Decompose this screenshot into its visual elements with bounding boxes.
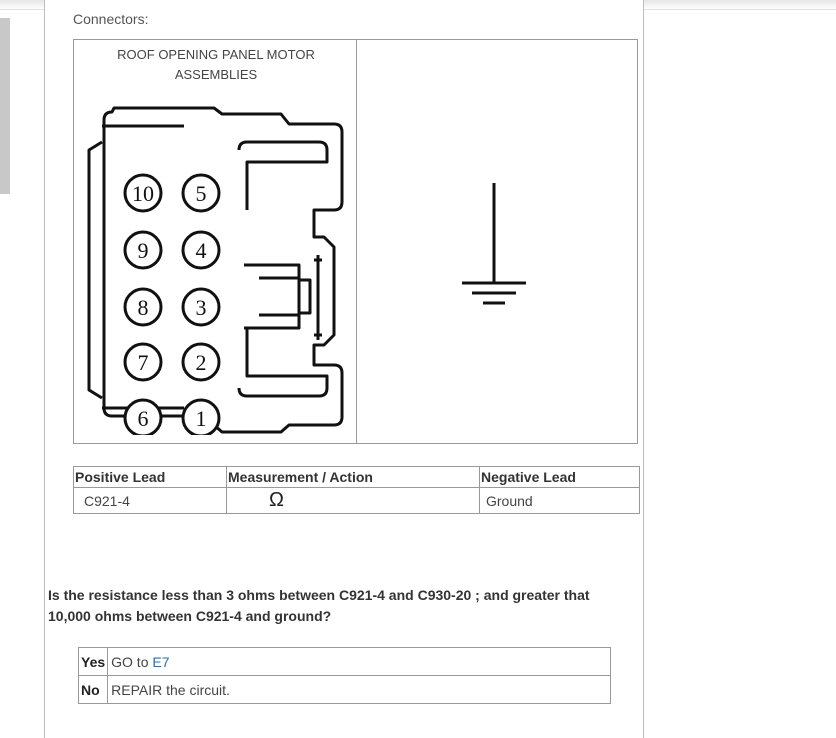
scrollbar-thumb[interactable] — [0, 18, 10, 194]
ohm-symbol: Ω — [227, 488, 480, 514]
pin-7-label: 7 — [137, 350, 149, 375]
no-key: No — [79, 676, 108, 704]
connectors-label: Connectors: — [73, 11, 149, 27]
connector-divider — [356, 40, 357, 443]
connector-face-diagram — [84, 100, 344, 435]
pin-4-label: 4 — [195, 238, 207, 263]
positive-lead-header: Positive Lead — [74, 467, 227, 488]
connector-housing-outline — [104, 108, 342, 432]
pin-9-label: 9 — [137, 238, 149, 263]
yes-action — [108, 648, 611, 676]
yes-key: Yes — [79, 648, 108, 676]
measurement-row — [74, 488, 640, 514]
connector-title-line2: ASSEMBLIES — [174, 67, 258, 82]
negative-lead-value: Ground — [480, 488, 640, 514]
connector-lock-inner — [259, 278, 310, 315]
no-action-text: REPAIR the circuit. — [108, 676, 611, 704]
pin-1-label: 1 — [195, 406, 207, 431]
negative-lead-header: Negative Lead — [480, 467, 640, 488]
pin-5-label: 5 — [195, 181, 207, 206]
answer-row-no — [79, 676, 611, 704]
connector-title — [104, 45, 328, 85]
measurement-header-row — [74, 467, 640, 488]
connector-title-line1: ROOF OPENING PANEL MOTOR — [117, 47, 315, 62]
pin-2-label: 2 — [195, 350, 207, 375]
yes-action-text: GO to — [111, 653, 149, 670]
ground-icon — [454, 175, 534, 305]
connector-lock-body — [244, 265, 299, 328]
pin-6-label: 6 — [137, 406, 149, 431]
pin-10-label: 10 — [132, 181, 154, 206]
pin-8-label: 8 — [137, 295, 149, 320]
step-e7-link[interactable]: E7 — [152, 653, 170, 670]
pin-3-label: 3 — [195, 295, 207, 320]
measurement-table — [73, 466, 640, 514]
connector-latch-top — [239, 142, 327, 210]
question-text: Is the resistance less than 3 ohms between C921-4 and C930-20 ; and greater that 10,000 ohms between C921-4 and ground? — [48, 587, 590, 624]
answer-row-yes — [79, 648, 611, 676]
connector-table — [73, 39, 638, 444]
positive-lead-value: C921-4 — [74, 488, 227, 514]
connector-lock-tab — [314, 255, 322, 340]
answer-table — [78, 647, 611, 704]
connector-left-rail — [89, 142, 102, 398]
measurement-action-header: Measurement / Action — [227, 467, 480, 488]
